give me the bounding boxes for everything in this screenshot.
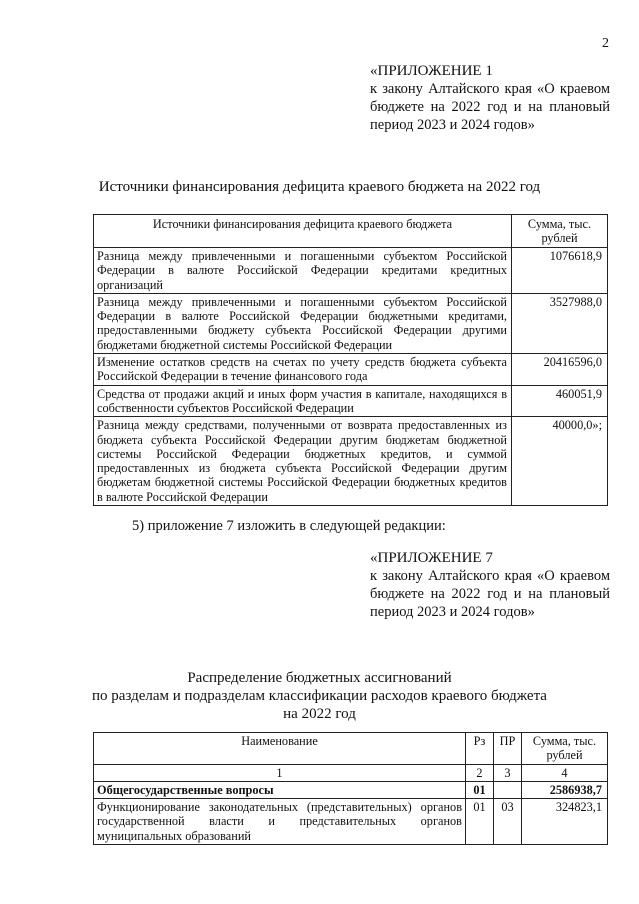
table-row [94, 248, 608, 294]
header-pr: ПР [494, 733, 522, 765]
column-number: 1 [94, 764, 466, 781]
appendix-1-title: «ПРИЛОЖЕНИЕ 1 [370, 63, 493, 79]
appendix-1-text: к закону Алтайского края «О краевом бюджете на 2022 год и на плановый период 2023 и 2024 годов» [370, 81, 610, 133]
table-row [94, 354, 608, 386]
header-amount: Сумма, тыс. рублей [512, 215, 608, 248]
column-number: 3 [494, 764, 522, 781]
appendix-7-title: «ПРИЛОЖЕНИЕ 7 [370, 550, 493, 566]
table-header-row [94, 733, 608, 765]
allocation-pr: 03 [494, 799, 522, 845]
source-name: Средства от продажи акций и иных форм участия в капитале, находящихся в собственности субъектов Российской Федерации [94, 385, 512, 417]
source-name: Разница между привлеченными и погашенными субъектом Российской Федерации в валюте Российской Федерации бюджетными кредитами, предоставленными бюджету субъекта Российской Федерации другими бюджетами бюджетной системы Российской Федерации [94, 293, 512, 353]
allocation-name: Функционирование законодательных (представительных) органов государственной власти и представительных органов муниципальных образований [94, 799, 466, 845]
allocation-title-line-1: Распределение бюджетных ассигнований [187, 670, 452, 686]
header-name: Наименование [94, 733, 466, 765]
source-amount: 20416596,0 [512, 354, 608, 386]
source-amount: 1076618,9 [512, 248, 608, 294]
source-amount: 40000,0»; [512, 417, 608, 506]
column-number-row [94, 764, 608, 781]
allocation-amount: 2586938,7 [522, 781, 608, 798]
header-rz: Рз [466, 733, 494, 765]
source-name: Разница между средствами, полученными от возврата предоставленных из бюджета субъекта Российской Федерации другим бюджетам бюджетной системы Российской Федерации бюджетных кредитов, и суммой предоставленных из бюджета субъекта Российской Федерации другим бюджетам бюджетной системы Российской Федерации бюджетных кредитов в валюте Российской Федерации [94, 417, 512, 506]
allocation-rz: 01 [466, 799, 494, 845]
table-row [94, 417, 608, 506]
allocation-title-line-3: на 2022 год [283, 706, 356, 722]
source-amount: 3527988,0 [512, 293, 608, 353]
page-number: 2 [602, 36, 609, 51]
source-name: Разница между привлеченными и погашенными субъектом Российской Федерации в валюте Российской Федерации кредитами кредитных организаций [94, 248, 512, 294]
allocation-rz: 01 [466, 781, 494, 798]
allocation-title-line-2: по разделам и подразделам классификации расходов краевого бюджета [92, 688, 547, 704]
allocation-title [0, 669, 639, 723]
table-header-row [94, 215, 608, 248]
sources-title: Источники финансирования дефицита краевого бюджета на 2022 год [98, 179, 541, 195]
column-number: 4 [522, 764, 608, 781]
appendix-7-text: к закону Алтайского края «О краевом бюджете на 2022 год и на плановый период 2023 и 2024 годов» [370, 568, 610, 620]
table-row [94, 781, 608, 798]
allocation-name: Общегосударственные вопросы [94, 781, 466, 798]
allocation-table [93, 732, 608, 845]
allocation-pr [494, 781, 522, 798]
table-row [94, 799, 608, 845]
header-amount: Сумма, тыс. рублей [522, 733, 608, 765]
column-number: 2 [466, 764, 494, 781]
source-amount: 460051,9 [512, 385, 608, 417]
amendment-line: 5) приложение 7 изложить в следующей редакции: [132, 518, 446, 534]
table-row [94, 293, 608, 353]
appendix-1-block [370, 62, 610, 134]
allocation-amount: 324823,1 [522, 799, 608, 845]
appendix-7-block [370, 549, 610, 621]
source-name: Изменение остатков средств на счетах по учету средств бюджета субъекта Российской Федерации в течение финансового года [94, 354, 512, 386]
table-row [94, 385, 608, 417]
sources-table [93, 214, 608, 506]
header-sources: Источники финансирования дефицита краевого бюджета [94, 215, 512, 248]
